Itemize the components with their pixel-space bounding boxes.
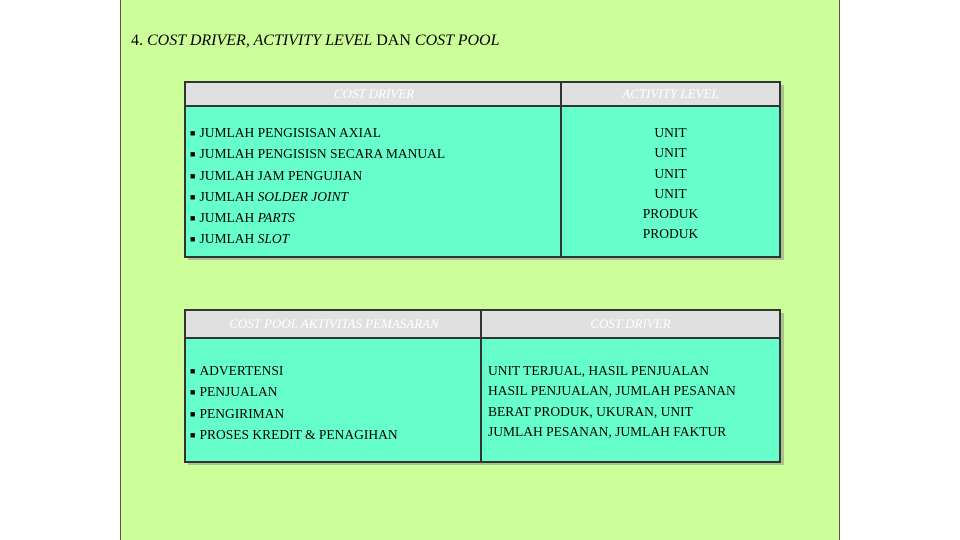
list-item: ■ JUMLAH PENGISISAN AXIAL bbox=[190, 123, 445, 144]
cost-pool-marketing-table bbox=[184, 309, 781, 463]
list-item: ■ JUMLAH JAM PENGUJIAN bbox=[190, 166, 445, 187]
list-item: UNIT bbox=[654, 145, 687, 161]
list-item: JUMLAH PESANAN, JUMLAH FAKTUR bbox=[488, 423, 727, 439]
title-connector: DAN bbox=[376, 32, 411, 49]
cost-driver-activity-table bbox=[184, 81, 781, 258]
table1-activity-level-list bbox=[562, 123, 779, 245]
table2-header-cost-driver: COST DRIVER bbox=[482, 311, 779, 339]
list-item: UNIT bbox=[654, 165, 687, 181]
list-item: HASIL PENJUALAN, JUMLAH PESANAN bbox=[488, 383, 736, 399]
slide-title bbox=[131, 32, 500, 50]
table2-divider bbox=[480, 311, 482, 461]
list-item: ■ PROSES KREDIT & PENAGIHAN bbox=[190, 425, 398, 446]
list-item: PRODUK bbox=[642, 226, 699, 242]
list-item: ■ JUMLAH SLOT bbox=[190, 229, 445, 250]
table2-driver-list bbox=[488, 361, 736, 442]
list-item: ■ JUMLAH PARTS bbox=[190, 208, 445, 229]
table2-activity-list bbox=[190, 361, 398, 446]
list-item: ■ PENJUALAN bbox=[190, 382, 398, 403]
table1-header-cost-driver: COST DRIVER bbox=[186, 83, 562, 107]
table1-cost-driver-list bbox=[190, 123, 445, 251]
list-item: UNIT bbox=[654, 185, 687, 201]
title-italic: COST DRIVER, ACTIVITY LEVEL bbox=[147, 32, 373, 49]
table1-header-activity-level: ACTIVITY LEVEL bbox=[562, 83, 779, 107]
list-item: UNIT TERJUAL, HASIL PENJUALAN bbox=[488, 363, 709, 378]
title-italic-end: COST POOL bbox=[414, 32, 500, 49]
list-item: PRODUK bbox=[642, 206, 699, 222]
list-item: ■ ADVERTENSI bbox=[190, 361, 398, 382]
list-item: BERAT PRODUK, UKURAN, UNIT bbox=[488, 403, 693, 419]
table2-header-cost-pool: COST POOL AKTIVITAS PEMASARAN bbox=[186, 311, 482, 339]
list-item: ■ PENGIRIMAN bbox=[190, 404, 398, 425]
list-item: ■ JUMLAH SOLDER JOINT bbox=[190, 187, 445, 208]
title-number: 4. bbox=[131, 32, 143, 49]
list-item: UNIT bbox=[654, 125, 687, 140]
list-item: ■ JUMLAH PENGISISN SECARA MANUAL bbox=[190, 144, 445, 165]
